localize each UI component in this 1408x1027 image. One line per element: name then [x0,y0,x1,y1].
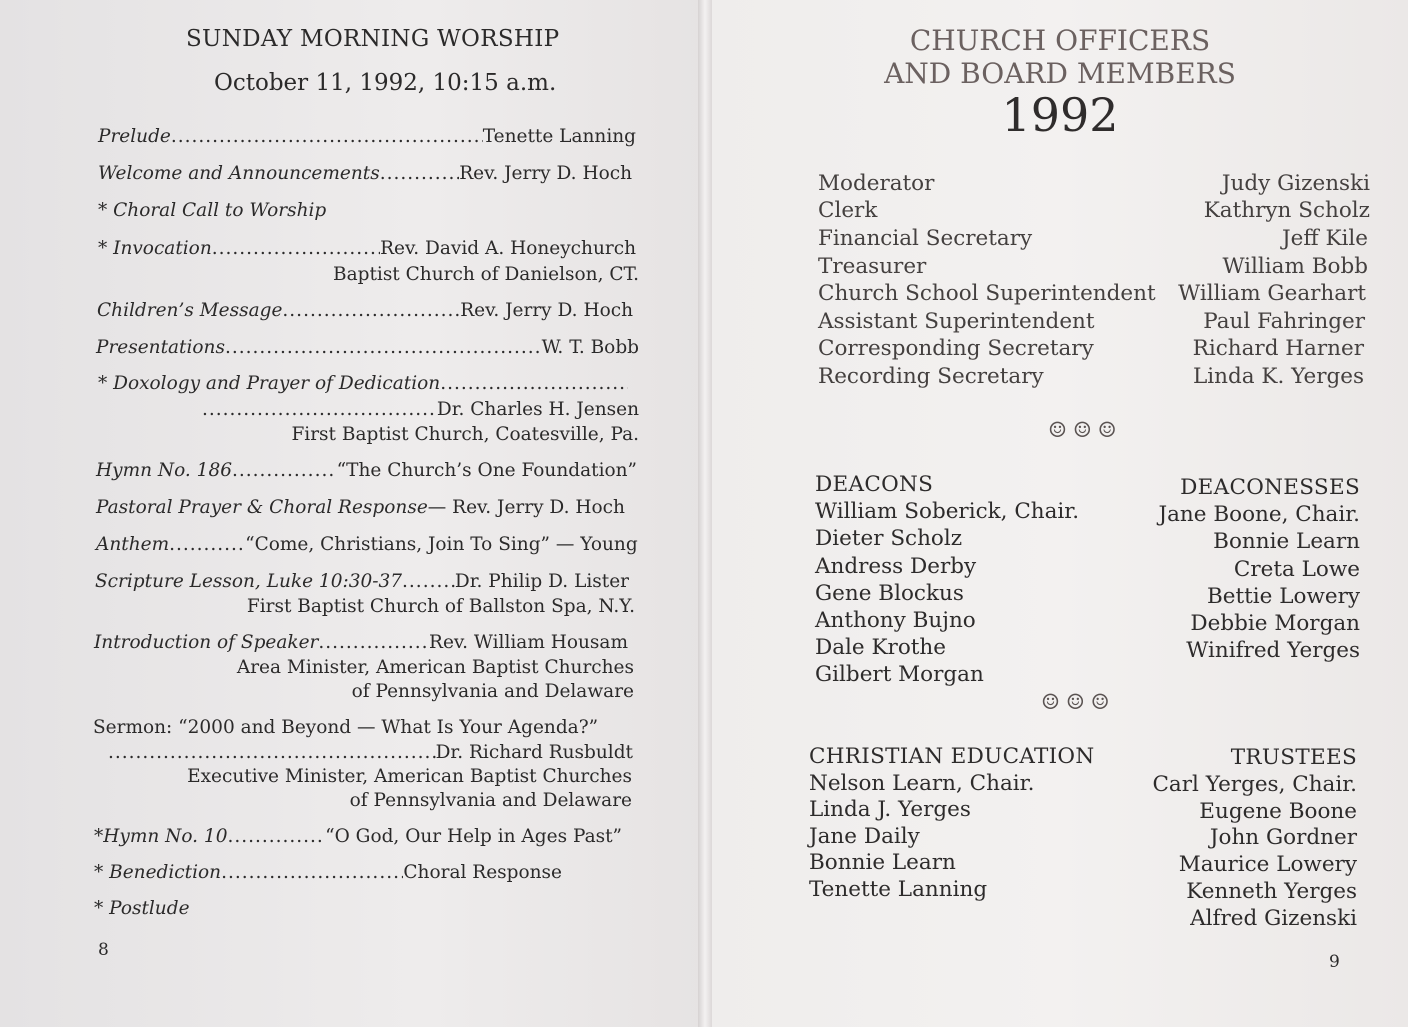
leader-dots [282,300,460,321]
item-label: *Hymn No. 10 [94,826,228,847]
officer-role: Assistant Superintendent [818,309,1095,334]
item-value: “The Church’s One Foundation” [336,460,637,481]
leader-dots [221,862,403,883]
committee-member: Jane Daily [809,823,920,849]
officer-row [818,281,1366,306]
item-value: “O God, Our Help in Ages Past” [325,826,622,847]
item-affiliation: First Baptist Church of Ballston Spa, N.Y. [246,596,635,617]
committee-member: Linda J. Yerges [809,797,971,822]
officer-role: Moderator [818,171,935,196]
officer-name: Jeff Kile [1282,226,1368,251]
program-item [98,163,632,184]
item-label: * Choral Call to Worship [98,200,327,221]
deacon-name: Gene Blockus [815,580,964,606]
item-value: W. T. Bobb [541,337,639,358]
item-value: “Come, Christians, Join To Sing” — Young [245,534,638,555]
program-item [98,200,326,221]
program-item [93,717,598,738]
item-value: Tenette Lanning [482,126,636,147]
item-affiliation: of Pennsylvania and Delaware [351,681,634,702]
officers-title-line2: AND BOARD MEMBERS [884,57,1236,90]
item-label: Hymn No. 186 [96,460,232,481]
officer-row [818,309,1365,334]
item-affiliation: of Pennsylvania and Delaware [349,790,632,811]
leader-dots [232,460,337,481]
program-item [94,898,190,919]
item-value: — Rev. Jerry D. Hoch [427,497,625,518]
christian-education-list [809,744,1094,903]
program-item [97,300,633,321]
item-value: Rev. Jerry D. Hoch [460,300,633,321]
officer-role: Clerk [818,198,878,223]
item-label: * Postlude [94,898,190,919]
leader-dots [380,163,460,184]
leader-dots [169,534,245,555]
item-value: Choral Response [403,862,562,883]
item-label: Introduction of Speaker [94,632,319,653]
deaconesses-heading: DEACONESSES [1180,475,1360,500]
officer-row [818,336,1364,361]
officer-row [818,226,1368,251]
item-affiliation: Baptist Church of Danielson, CT. [333,264,639,285]
item-label: Pastoral Prayer & Choral Response [96,497,428,518]
program-item-continued [202,399,639,420]
deacon-name: Dieter Scholz [815,526,963,552]
leader-dots [108,742,436,763]
item-label: Prelude [98,126,171,147]
officers-year: 1992 [1001,88,1119,142]
committee-member: Nelson Learn, Chair. [809,770,1035,796]
officer-name: Paul Fahringer [1203,309,1365,334]
officer-role: Treasurer [818,254,927,279]
item-value: Rev. Jerry D. Hoch [459,163,632,184]
program-item [96,534,637,555]
deacon-name: William Soberick, Chair. [815,499,1080,525]
program-item [94,862,562,883]
item-label: Children’s Message [97,300,283,321]
deaconess-name: Creta Lowe [1233,556,1360,582]
trustees-list [1152,745,1357,933]
deacons-heading: DEACONS [815,472,934,497]
program-item [96,460,637,481]
officer-role: Financial Secretary [818,226,1033,251]
item-affiliation: Area Minister, American Baptist Churches [236,657,634,678]
item-label: * Doxology and Prayer of Dedication [98,373,441,394]
trustee-name: Maurice Lowery [1178,852,1357,878]
officer-role: Church School Superintendent [818,281,1156,306]
program-item [98,238,636,259]
officer-row [818,364,1364,389]
officer-name: Linda K. Yerges [1193,364,1364,389]
right-page [712,0,1408,1027]
item-label: Scripture Lesson, Luke 10:30-37 [95,571,403,592]
item-affiliation: Executive Minister, American Baptist Churches [187,766,632,787]
smiley-ornament-icon: ☺☺☺ [1041,690,1116,714]
deaconess-name: Bonnie Learn [1213,529,1360,555]
deaconess-name: Jane Boone, Chair. [1158,502,1360,528]
book-gutter [698,0,712,1027]
worship-title: SUNDAY MORNING WORSHIP [186,26,560,52]
officer-name: William Gearhart [1178,281,1366,306]
worship-date: October 11, 1992, 10:15 a.m. [214,70,557,96]
smiley-ornament-icon: ☺☺☺ [1048,418,1123,442]
deaconess-name: Debbie Morgan [1190,611,1360,637]
trustee-name: John Gordner [1209,825,1357,851]
program-item [96,337,639,358]
program-item [94,632,628,653]
leader-dots [202,399,437,420]
leader-dots [227,826,325,847]
deacon-name: Dale Krothe [815,635,946,661]
officer-name: Judy Gizenski [1221,171,1370,196]
leader-dots [212,238,380,259]
program-item [98,126,636,147]
item-value: Rev. David A. Honeychurch [380,238,636,259]
officers-title-line1: CHURCH OFFICERS [909,24,1211,57]
program-item [96,497,625,518]
leader-dots [440,373,628,394]
item-value: Rev. William Housam [429,632,628,653]
committee-member: Tenette Lanning [809,876,988,902]
leader-dots [225,337,542,358]
christian-education-heading: CHRISTIAN EDUCATION [809,744,1095,769]
officer-role: Corresponding Secretary [818,336,1094,361]
item-value: Dr. Philip D. Lister [454,571,629,592]
officer-row [818,198,1370,223]
deacon-name: Gilbert Morgan [815,662,984,688]
leader-dots [171,126,483,147]
item-affiliation: First Baptist Church, Coatesville, Pa. [291,424,639,445]
committee-member: Bonnie Learn [809,850,956,875]
officer-name: William Bobb [1222,254,1368,279]
item-label: Sermon: “2000 and Beyond — What Is Your Agenda?” [93,717,599,738]
item-label: Anthem [96,534,170,555]
trustee-name: Alfred Gizenski [1190,905,1357,931]
deaconess-name: Winifred Yerges [1186,638,1360,664]
deacon-name: Anthony Bujno [815,608,976,634]
program-item [94,826,622,847]
officer-name: Richard Harner [1192,336,1364,361]
trustees-heading: TRUSTEES [1230,745,1357,770]
officer-role: Recording Secretary [818,364,1044,389]
item-label: * Invocation [98,238,212,259]
program-item [98,373,628,394]
deaconesses-list [1158,474,1360,664]
item-value: Dr. Charles H. Jensen [436,399,639,420]
item-label: * Benediction [94,862,222,883]
leader-dots [318,632,429,653]
trustee-name: Eugene Boone [1199,798,1357,824]
page-number: 9 [1329,952,1340,972]
deacon-name: Andress Derby [815,553,977,579]
officer-row [818,171,1370,196]
leader-dots [402,571,455,592]
officer-row [818,254,1368,279]
program-item [95,571,629,592]
program-item-continued [108,742,633,763]
trustee-name: Kenneth Yerges [1186,878,1357,904]
item-value: Dr. Richard Rusbuldt [435,742,633,763]
trustee-name: Carl Yerges, Chair. [1152,771,1357,797]
page-number: 8 [98,940,109,960]
officer-name: Kathryn Scholz [1203,198,1370,223]
item-label: Presentations [96,337,225,358]
deaconess-name: Bettie Lowery [1206,583,1360,609]
item-label: Welcome and Announcements [98,163,380,184]
deacons-list [815,471,1079,689]
